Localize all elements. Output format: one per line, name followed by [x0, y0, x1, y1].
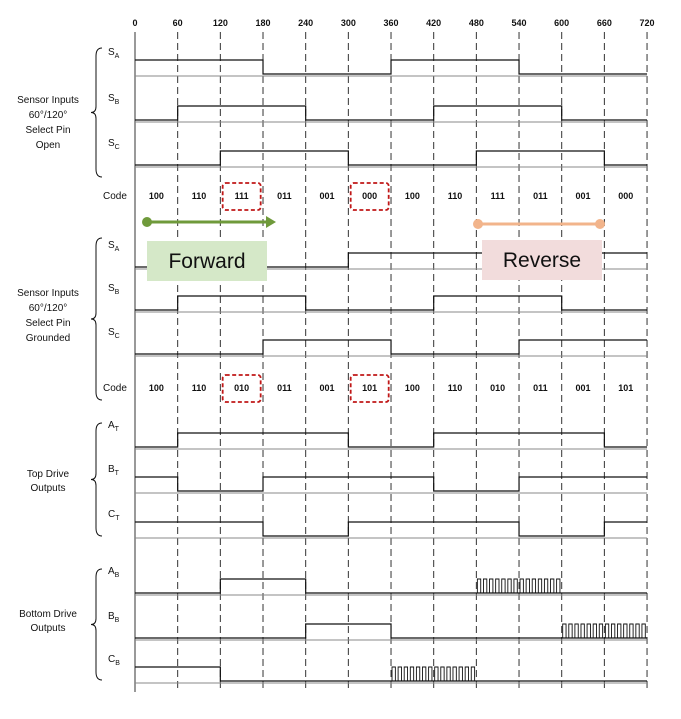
code-value-open: 011 — [277, 191, 292, 201]
code-value-open: 100 — [148, 191, 164, 201]
brace-open — [91, 48, 102, 177]
signal-label-bot-ab: $A_B$ — [108, 566, 120, 579]
signal-top-bt — [108, 464, 647, 493]
reverse-arrow-start — [473, 219, 483, 229]
signal-label-gnd-sb: $S_B$ — [108, 283, 120, 296]
degree-label-600: 600 — [554, 18, 570, 28]
group-braces — [91, 48, 102, 680]
signal-open-sc — [108, 138, 647, 167]
signal-label-open-sc: $S_C$ — [108, 138, 120, 151]
reverse-indicator — [473, 219, 605, 280]
signal-bot-cb — [108, 654, 647, 683]
signal-label-open-sa: $S_A$ — [108, 47, 120, 60]
degree-label-0: 0 — [132, 18, 138, 28]
code-value-grounded: 001 — [319, 383, 335, 393]
group-label-open: Select Pin — [25, 125, 71, 136]
forward-arrow-head — [266, 216, 276, 228]
group-label-open: 60°/120° — [28, 110, 68, 121]
group-label-grounded: 60°/120° — [28, 303, 68, 314]
pwm-burst-bot-cb — [434, 667, 477, 681]
group-label-grounded: Grounded — [25, 333, 71, 344]
degree-label-240: 240 — [298, 18, 314, 28]
group-label-grounded: Sensor Inputs — [17, 288, 79, 299]
signal-open-sa — [108, 47, 647, 76]
code-value-open: 000 — [618, 191, 634, 201]
code-value-open: 111 — [490, 191, 505, 201]
code-rows — [103, 183, 633, 402]
signal-label-top-at: $A_T$ — [108, 420, 119, 433]
signal-gnd-sb — [108, 283, 647, 312]
signal-label-top-ct: $C_T$ — [108, 509, 120, 522]
code-row-grounded — [103, 375, 633, 402]
degree-label-180: 180 — [255, 18, 271, 28]
code-value-grounded: 100 — [404, 383, 420, 393]
group-label-top: Top Drive — [26, 469, 70, 480]
code-value-open: 000 — [362, 191, 378, 201]
degree-label-540: 540 — [511, 18, 527, 28]
degree-label-420: 420 — [426, 18, 442, 28]
pwm-burst-bot-ab — [519, 579, 562, 593]
pwm-burst-bot-cb — [391, 667, 434, 681]
waveforms — [108, 47, 647, 683]
code-value-grounded: 011 — [533, 383, 548, 393]
signal-label-gnd-sc: $S_C$ — [108, 327, 120, 340]
degree-label-480: 480 — [468, 18, 484, 28]
code-value-open: 110 — [191, 191, 207, 201]
brace-bottom — [91, 569, 102, 680]
code-value-grounded: 101 — [362, 383, 378, 393]
degree-label-660: 660 — [596, 18, 612, 28]
signal-label-open-sb: $S_B$ — [108, 93, 120, 106]
code-value-open: 100 — [404, 191, 420, 201]
signal-open-sb — [108, 93, 647, 122]
group-label-top: Outputs — [30, 483, 66, 494]
group-labels — [17, 95, 79, 634]
signal-label-bot-cb: $C_B$ — [108, 654, 120, 667]
code-label: Code — [103, 383, 127, 394]
degree-label-300: 300 — [340, 18, 356, 28]
signal-gnd-sc — [108, 327, 647, 356]
signal-label-gnd-sa: $S_A$ — [108, 240, 120, 253]
direction-indicators — [142, 216, 605, 281]
code-value-grounded: 011 — [277, 383, 292, 393]
waveform-gnd-sc — [135, 340, 647, 354]
waveform-bot-bb — [135, 624, 647, 638]
brace-top — [91, 423, 102, 536]
code-value-grounded: 110 — [447, 383, 463, 393]
signal-bot-bb — [108, 611, 647, 640]
group-label-grounded: Select Pin — [25, 318, 71, 329]
degree-label-720: 720 — [639, 18, 655, 28]
pwm-burst-bot-ab — [476, 579, 519, 593]
code-value-open: 011 — [533, 191, 548, 201]
pwm-burst-bot-bb — [562, 624, 605, 638]
code-value-open: 111 — [234, 191, 249, 201]
code-value-grounded: 010 — [234, 383, 250, 393]
group-label-open: Sensor Inputs — [17, 95, 79, 106]
code-value-grounded: 100 — [148, 383, 164, 393]
code-value-open: 001 — [319, 191, 335, 201]
forward-indicator — [142, 216, 276, 281]
signal-label-top-bt: $B_T$ — [108, 464, 119, 477]
degree-label-360: 360 — [383, 18, 399, 28]
forward-label: Forward — [168, 250, 246, 273]
code-value-open: 001 — [575, 191, 591, 201]
code-row-open — [103, 183, 633, 210]
signal-top-ct — [108, 509, 647, 538]
degree-label-60: 60 — [172, 18, 183, 28]
code-value-grounded: 110 — [191, 383, 207, 393]
code-value-open: 110 — [447, 191, 463, 201]
reverse-label: Reverse — [502, 249, 582, 272]
group-label-bottom: Outputs — [30, 623, 66, 634]
forward-arrow-start — [142, 217, 152, 227]
signal-top-at — [108, 420, 647, 449]
degree-axis — [132, 18, 654, 28]
pwm-burst-bot-bb — [604, 624, 647, 638]
signal-bot-ab — [108, 566, 647, 595]
code-value-grounded: 010 — [490, 383, 506, 393]
group-label-open: Open — [35, 140, 61, 151]
brace-grounded — [91, 238, 102, 400]
signal-label-bot-bb: $B_B$ — [108, 611, 120, 624]
degree-label-120: 120 — [212, 18, 228, 28]
code-value-grounded: 101 — [618, 383, 634, 393]
group-label-bottom: Bottom Drive — [19, 609, 77, 620]
waveform-open-sa — [135, 60, 647, 74]
code-label: Code — [103, 191, 127, 202]
reverse-arrow-end — [595, 219, 605, 229]
code-value-grounded: 001 — [575, 383, 591, 393]
